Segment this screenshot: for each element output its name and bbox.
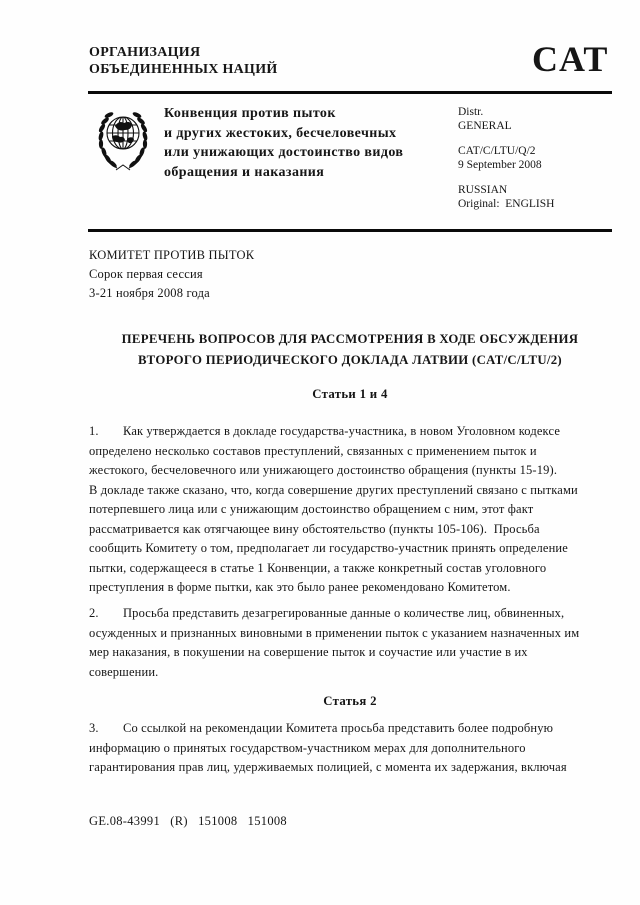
- convention-title-line2: и других жестоких, бесчеловечных: [164, 125, 397, 141]
- paragraph-number: 3.: [89, 721, 99, 735]
- org-name-line2: ОБЪЕДИНЕННЫХ НАЦИЙ: [89, 62, 278, 77]
- paragraph-line: гарантирования прав лиц, удерживаемых полицией, с момента их задержания, включая: [89, 760, 567, 774]
- paragraph-number: 1.: [89, 424, 99, 438]
- paragraph-line: совершении.: [89, 664, 159, 679]
- paragraph-line: потерпевшего лица или с унижающим достоинство обращением с ним, этот факт: [89, 502, 534, 516]
- paragraph-line: [89, 719, 567, 739]
- convention-title-line3: или унижающих достоинство видов: [164, 145, 404, 160]
- article-heading-1: Статьи 1 и 4: [312, 387, 388, 401]
- document-title-line2: ВТОРОГО ПЕРИОДИЧЕСКОГО ДОКЛАДА ЛАТВИИ (CAT/C/LTU/2): [138, 353, 562, 367]
- paragraph-number: 2.: [89, 606, 99, 620]
- distribution-block: [458, 106, 554, 133]
- paragraph-line: пытки, содержащееся в статье 1 Конвенции, а также конкретный состав уголовного: [89, 560, 547, 575]
- language-block: [458, 184, 554, 211]
- top-divider-rule: [88, 91, 612, 94]
- document-title-line1: ПЕРЕЧЕНЬ ВОПРОСОВ ДЛЯ РАССМОТРЕНИЯ В ХОДЕ ОБСУЖДЕНИЯ: [121, 332, 579, 346]
- distr-value: GENERAL: [458, 119, 512, 132]
- paragraph-line: определено несколько составов преступлений, связанных с применением пыток и: [89, 443, 537, 458]
- paragraph-line: жестокого, бесчеловечного или унижающего достоинство обращения (пункты 15-19).: [89, 463, 558, 477]
- paragraph-2: [89, 604, 579, 682]
- paragraph-line: [89, 422, 578, 442]
- paragraph-line: рассматривается как отягчающее вину обстоятельство (пункты 105-106). Просьба: [89, 521, 540, 536]
- org-name-line1: ОРГАНИЗАЦИЯ: [89, 45, 201, 60]
- paragraph-3: [89, 719, 567, 778]
- paragraph-line: информацию о принятых государством-участником мерах для дополнительного: [89, 740, 526, 755]
- document-metadata: [458, 106, 554, 223]
- paragraph-1: [89, 422, 578, 598]
- org-name: [89, 44, 278, 78]
- paragraph-line: осужденных и признанных виновными в применении пыток с указанием назначенных им: [89, 625, 580, 640]
- document-series-symbol: CAT: [532, 39, 609, 79]
- paragraph-line: сообщить Комитету о том, предполагает ли государство-участник принять определение: [89, 541, 568, 555]
- paragraph-text: Со ссылкой на рекомендации Комитета просьба представить более подробную: [123, 721, 554, 735]
- masthead-divider-rule: [88, 229, 612, 232]
- session-name: Сорок первая сессия: [89, 267, 203, 281]
- doc-original-language: Original: ENGLISH: [458, 197, 555, 210]
- document-title: [88, 329, 612, 371]
- paragraph-line: преступления в форме пытки, как это было ранее рекомендовано Комитетом.: [89, 580, 511, 594]
- doc-symbol: CAT/C/LTU/Q/2: [458, 145, 536, 157]
- footer-reference: GE.08-43991 (R) 151008 151008: [89, 814, 287, 828]
- doc-language: RUSSIAN: [458, 184, 508, 196]
- paragraph-line: [89, 604, 579, 624]
- distr-label: Distr.: [458, 106, 484, 118]
- paragraph-text: Просьба представить дезагрегированные данные о количестве лиц, обвиненных,: [123, 606, 565, 620]
- convention-title-line1: Конвенция против пыток: [164, 106, 336, 121]
- committee-name: КОМИТЕТ ПРОТИВ ПЫТОК: [89, 248, 255, 262]
- paragraph-text: Как утверждается в докладе государства-участника, в новом Уголовном кодексе: [123, 424, 561, 438]
- session-dates: 3-21 ноября 2008 года: [89, 286, 210, 300]
- doc-date: 9 September 2008: [458, 158, 542, 171]
- paragraph-line: В докладе также сказано, что, когда совершение других преступлений связано с пытками: [89, 482, 578, 497]
- session-block: [89, 246, 254, 303]
- paragraph-line: мер наказания, в покушении на совершение пыток и соучастие или участие в их: [89, 645, 528, 659]
- un-emblem-icon: [95, 106, 151, 180]
- article-heading-2: Статья 2: [323, 694, 377, 708]
- convention-title-line4: обращения и наказания: [164, 164, 325, 180]
- convention-title: [164, 104, 403, 182]
- symbol-date-block: [458, 145, 554, 172]
